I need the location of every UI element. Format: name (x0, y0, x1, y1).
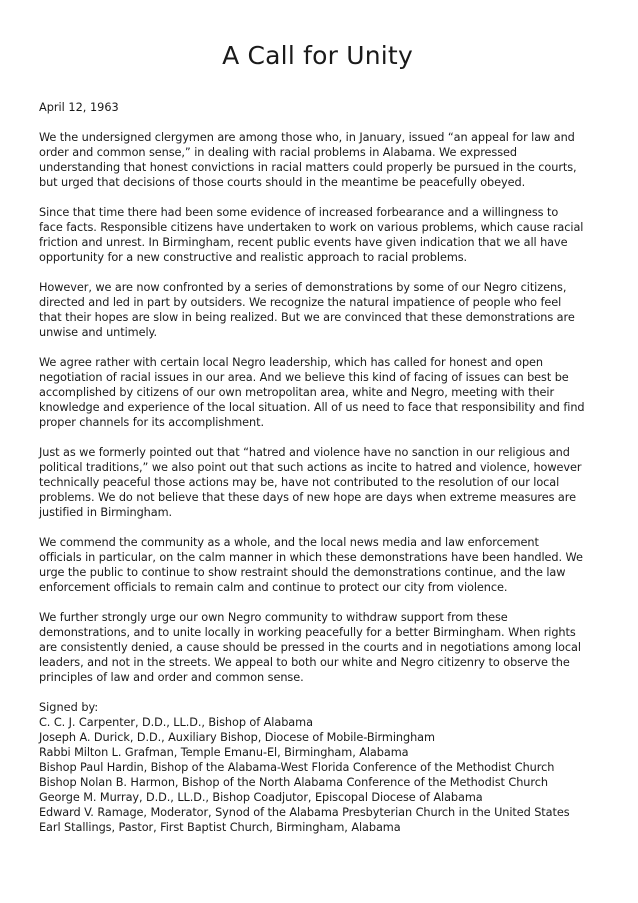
signed-by-label: Signed by: (39, 701, 99, 714)
paragraph-line: problems. We do not believe that these days of new hope are days when extreme measures are (39, 491, 576, 504)
body-paragraph (39, 535, 596, 595)
paragraph-line: that their hopes are slow in being realized. But we are convinced that these demonstrations are (39, 311, 575, 324)
document-body (39, 130, 596, 685)
signature-block (39, 700, 596, 835)
paragraph-line: but urged that decisions of those courts should in the meantime be peacefully obeyed. (39, 176, 526, 189)
signatory-line: Edward V. Ramage, Moderator, Synod of the Alabama Presbyterian Church in the United States (39, 806, 570, 819)
signatory-line: Bishop Paul Hardin, Bishop of the Alabama-West Florida Conference of the Methodist Church (39, 761, 555, 774)
body-paragraph (39, 280, 596, 340)
body-paragraph (39, 445, 596, 520)
paragraph-line: accomplished by citizens of our own metropolitan area, white and Negro, meeting with their (39, 386, 555, 399)
paragraph-line: justified in Birmingham. (39, 506, 173, 519)
paragraph-line: directed and led in part by outsiders. We recognize the natural impatience of people who feel (39, 296, 562, 309)
signatory-list (39, 715, 596, 835)
paragraph-line: We commend the community as a whole, and the local news media and law enforcement (39, 536, 539, 549)
paragraph-line: negotiation of racial issues in our area. And we believe this kind of facing of issues can best be (39, 371, 569, 384)
body-paragraph (39, 130, 596, 190)
paragraph-line: friction and unrest. In Birmingham, recent public events have given indication that we all have (39, 236, 568, 249)
paragraph-line: Since that time there had been some evidence of increased forbearance and a willingness to (39, 206, 559, 219)
paragraph-line: face facts. Responsible citizens have undertaken to work on various problems, which cause racial (39, 221, 584, 234)
paragraph-line: order and common sense,” in dealing with racial problems in Alabama. We expressed (39, 146, 517, 159)
paragraph-line: enforcement officials to remain calm and continue to protect our city from violence. (39, 581, 508, 594)
signatory-line: C. C. J. Carpenter, D.D., LL.D., Bishop of Alabama (39, 716, 313, 729)
paragraph-line: unwise and untimely. (39, 326, 158, 339)
signatory-line: Rabbi Milton L. Grafman, Temple Emanu-El, Birmingham, Alabama (39, 746, 409, 759)
signatory-line: George M. Murray, D.D., LL.D., Bishop Coadjutor, Episcopal Diocese of Alabama (39, 791, 483, 804)
signatory-line: Earl Stallings, Pastor, First Baptist Church, Birmingham, Alabama (39, 821, 401, 834)
paragraph-line: urge the public to continue to show restraint should the demonstrations continue, and the law (39, 566, 566, 579)
paragraph-line: We further strongly urge our own Negro community to withdraw support from these (39, 611, 508, 624)
signatory-line: Bishop Nolan B. Harmon, Bishop of the North Alabama Conference of the Methodist Church (39, 776, 548, 789)
paragraph-line: officials in particular, on the calm manner in which these demonstrations have been handled. We (39, 551, 583, 564)
body-paragraph (39, 355, 596, 430)
paragraph-line: We the undersigned clergymen are among those who, in January, issued “an appeal for law and (39, 131, 575, 144)
paragraph-line: political traditions,” we also point out that such actions as incite to hatred and violence, however (39, 461, 582, 474)
paragraph-line: However, we are now confronted by a series of demonstrations by some of our Negro citizens, (39, 281, 567, 294)
document-title: A Call for Unity (222, 41, 413, 70)
paragraph-line: opportunity for a new constructive and realistic approach to racial problems. (39, 251, 468, 264)
paragraph-line: understanding that honest convictions in racial matters could properly be pursued in the courts, (39, 161, 577, 174)
body-paragraph (39, 205, 596, 265)
paragraph-line: proper channels for its accomplishment. (39, 416, 264, 429)
paragraph-line: leaders, and not in the streets. We appeal to both our white and Negro citizenry to observe the (39, 656, 570, 669)
paragraph-line: are consistently denied, a cause should be pressed in the courts and in negotiations among local (39, 641, 581, 654)
paragraph-line: demonstrations, and to unite locally in working peacefully for a better Birmingham. When rights (39, 626, 576, 639)
signatory-line: Joseph A. Durick, D.D., Auxiliary Bishop, Diocese of Mobile-Birmingham (39, 731, 435, 744)
paragraph-line: knowledge and experience of the local situation. All of us need to face that responsibility and find (39, 401, 585, 414)
paragraph-line: Just as we formerly pointed out that “hatred and violence have no sanction in our religious and (39, 446, 570, 459)
document-date: April 12, 1963 (39, 101, 119, 114)
paragraph-line: technically peaceful those actions may be, have not contributed to the resolution of our local (39, 476, 560, 489)
paragraph-line: principles of law and order and common sense. (39, 671, 304, 684)
paragraph-line: We agree rather with certain local Negro leadership, which has called for honest and open (39, 356, 543, 369)
body-paragraph (39, 610, 596, 685)
